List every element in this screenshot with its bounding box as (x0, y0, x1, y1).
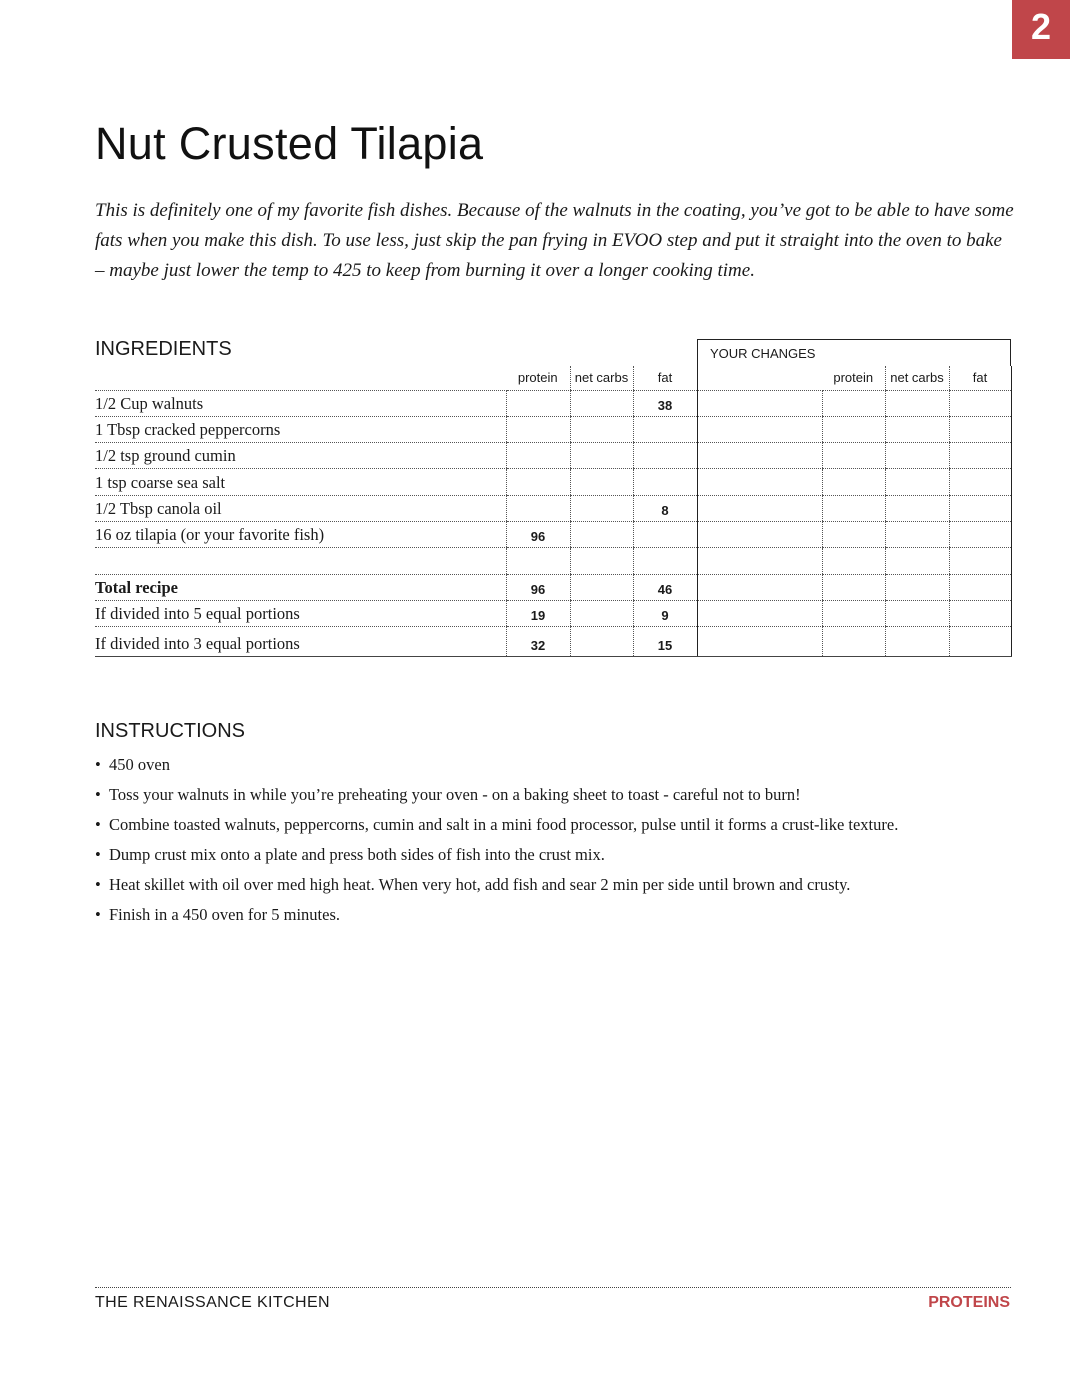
ingredient-row (95, 390, 1011, 416)
changes-ingredient-cell[interactable] (697, 600, 822, 626)
changes-net-carbs-cell[interactable] (885, 521, 949, 547)
changes-protein-cell[interactable] (822, 574, 885, 600)
ingredient-name: If divided into 5 equal portions (95, 600, 506, 626)
changes-ingredient-cell[interactable] (697, 574, 822, 600)
ingredient-name: 1/2 Cup walnuts (95, 390, 506, 416)
changes-net-carbs-cell[interactable] (885, 469, 949, 495)
protein-value (506, 495, 570, 521)
net-carbs-value (570, 443, 633, 469)
changes-net-carbs-cell[interactable] (885, 574, 949, 600)
instruction-step: • Heat skillet with oil over med high heat. When very hot, add fish and sear 2 min per side until brown and crusty. (95, 870, 1025, 900)
fat-value: 46 (633, 574, 697, 600)
changes-fat-cell[interactable] (949, 521, 1011, 547)
recipe-intro: This is definitely one of my favorite fish dishes. Because of the walnuts in the coating, you’ve got to be able to have some fats when you make this dish. To use less, just skip the pan frying in EVOO step and put it straight into the oven to bake – maybe just lower the temp to 425 to keep from burning it over a longer cooking time. (95, 200, 1014, 281)
changes-ingredient-cell[interactable] (697, 390, 822, 416)
fat-value: 38 (633, 390, 697, 416)
table-header-row (95, 366, 1011, 390)
changes-net-carbs-cell[interactable] (885, 600, 949, 626)
changes-fat-cell[interactable] (949, 416, 1011, 442)
nutrition-table (95, 366, 1012, 657)
footer-section-name: PROTEINS (928, 1294, 1010, 1311)
ingredients-heading: INGREDIENTS (95, 338, 232, 360)
changes-protein-cell[interactable] (822, 627, 885, 657)
changes-protein-cell[interactable] (822, 416, 885, 442)
ingredient-row (95, 521, 1011, 547)
changes-fat-column-header: fat (949, 366, 1011, 390)
ingredient-row (95, 495, 1011, 521)
your-changes-box (697, 339, 1011, 366)
instruction-step: • Toss your walnuts in while you’re preheating your oven - on a baking sheet to toast - careful not to burn! (95, 780, 1025, 810)
your-changes-label: YOUR CHANGES (710, 346, 816, 361)
instruction-step: • Finish in a 450 oven for 5 minutes. (95, 900, 1025, 930)
changes-fat-cell[interactable] (949, 443, 1011, 469)
changes-protein-cell[interactable] (822, 495, 885, 521)
instruction-step: • Combine toasted walnuts, peppercorns, cumin and salt in a mini food processor, pulse until it forms a crust-like texture. (95, 810, 1025, 840)
changes-fat-cell[interactable] (949, 469, 1011, 495)
fat-value: 9 (633, 600, 697, 626)
changes-net-carbs-cell[interactable] (885, 627, 949, 657)
total-row (95, 574, 1011, 600)
changes-ingredient-cell[interactable] (697, 495, 822, 521)
net-carbs-value (570, 469, 633, 495)
changes-protein-cell[interactable] (822, 469, 885, 495)
recipe-title: Nut Crusted Tilapia (95, 118, 484, 169)
protein-value: 96 (506, 521, 570, 547)
changes-protein-column-header: protein (822, 366, 885, 390)
changes-net-carbs-column-header: net carbs (885, 366, 949, 390)
instruction-step: • 450 oven (95, 750, 1025, 780)
instructions-list (95, 750, 1025, 930)
changes-fat-cell[interactable] (949, 627, 1011, 657)
changes-net-carbs-cell[interactable] (885, 390, 949, 416)
protein-value (506, 390, 570, 416)
ingredient-name: Total recipe (95, 574, 506, 600)
fat-value: 15 (633, 627, 697, 657)
instruction-step: • Dump crust mix onto a plate and press both sides of fish into the crust mix. (95, 840, 1025, 870)
changes-net-carbs-cell[interactable] (885, 416, 949, 442)
changes-ingredient-cell[interactable] (697, 521, 822, 547)
net-carbs-value (570, 600, 633, 626)
changes-ingredient-cell[interactable] (697, 416, 822, 442)
total-row (95, 627, 1011, 657)
changes-fat-cell[interactable] (949, 548, 1011, 574)
protein-value (506, 416, 570, 442)
protein-column-header: protein (506, 366, 570, 390)
changes-protein-cell[interactable] (822, 521, 885, 547)
changes-ingredient-cell[interactable] (697, 627, 822, 657)
footer-book-title: THE RENAISSANCE KITCHEN (95, 1294, 331, 1311)
ingredient-name: 1/2 tsp ground cumin (95, 443, 506, 469)
protein-value: 19 (506, 600, 570, 626)
fat-value (633, 548, 697, 574)
ingredient-name: If divided into 3 equal portions (95, 627, 506, 657)
net-carbs-value (570, 548, 633, 574)
net-carbs-value (570, 574, 633, 600)
ingredient-column-header (95, 366, 506, 390)
instructions-heading: INSTRUCTIONS (95, 720, 245, 742)
fat-value (633, 521, 697, 547)
changes-protein-cell[interactable] (822, 600, 885, 626)
changes-protein-cell[interactable] (822, 548, 885, 574)
total-row (95, 600, 1011, 626)
changes-fat-cell[interactable] (949, 495, 1011, 521)
changes-fat-cell[interactable] (949, 390, 1011, 416)
ingredient-name (95, 548, 506, 574)
changes-protein-cell[interactable] (822, 390, 885, 416)
fat-column-header: fat (633, 366, 697, 390)
changes-fat-cell[interactable] (949, 574, 1011, 600)
ingredient-row (95, 416, 1011, 442)
ingredient-name: 1 Tbsp cracked peppercorns (95, 416, 506, 442)
fat-value (633, 443, 697, 469)
changes-net-carbs-cell[interactable] (885, 548, 949, 574)
ingredient-name: 1/2 Tbsp canola oil (95, 495, 506, 521)
net-carbs-value (570, 495, 633, 521)
changes-net-carbs-cell[interactable] (885, 443, 949, 469)
protein-value: 32 (506, 627, 570, 657)
fat-value (633, 469, 697, 495)
ingredient-row (95, 443, 1011, 469)
footer-divider (95, 1287, 1011, 1288)
protein-value (506, 443, 570, 469)
ingredient-name: 16 oz tilapia (or your favorite fish) (95, 521, 506, 547)
fat-value: 8 (633, 495, 697, 521)
net-carbs-column-header: net carbs (570, 366, 633, 390)
net-carbs-value (570, 521, 633, 547)
protein-value (506, 548, 570, 574)
net-carbs-value (570, 390, 633, 416)
fat-value (633, 416, 697, 442)
changes-ingredient-cell[interactable] (697, 469, 822, 495)
changes-fat-cell[interactable] (949, 600, 1011, 626)
page-number-badge: 2 (1012, 0, 1070, 59)
protein-value (506, 469, 570, 495)
changes-ingredient-cell[interactable] (697, 548, 822, 574)
changes-ingredient-cell[interactable] (697, 443, 822, 469)
changes-net-carbs-cell[interactable] (885, 495, 949, 521)
changes-ingredient-column-header (697, 366, 822, 390)
changes-protein-cell[interactable] (822, 443, 885, 469)
net-carbs-value (570, 416, 633, 442)
ingredient-row (95, 469, 1011, 495)
ingredient-row (95, 548, 1011, 574)
ingredient-name: 1 tsp coarse sea salt (95, 469, 506, 495)
protein-value: 96 (506, 574, 570, 600)
net-carbs-value (570, 627, 633, 657)
